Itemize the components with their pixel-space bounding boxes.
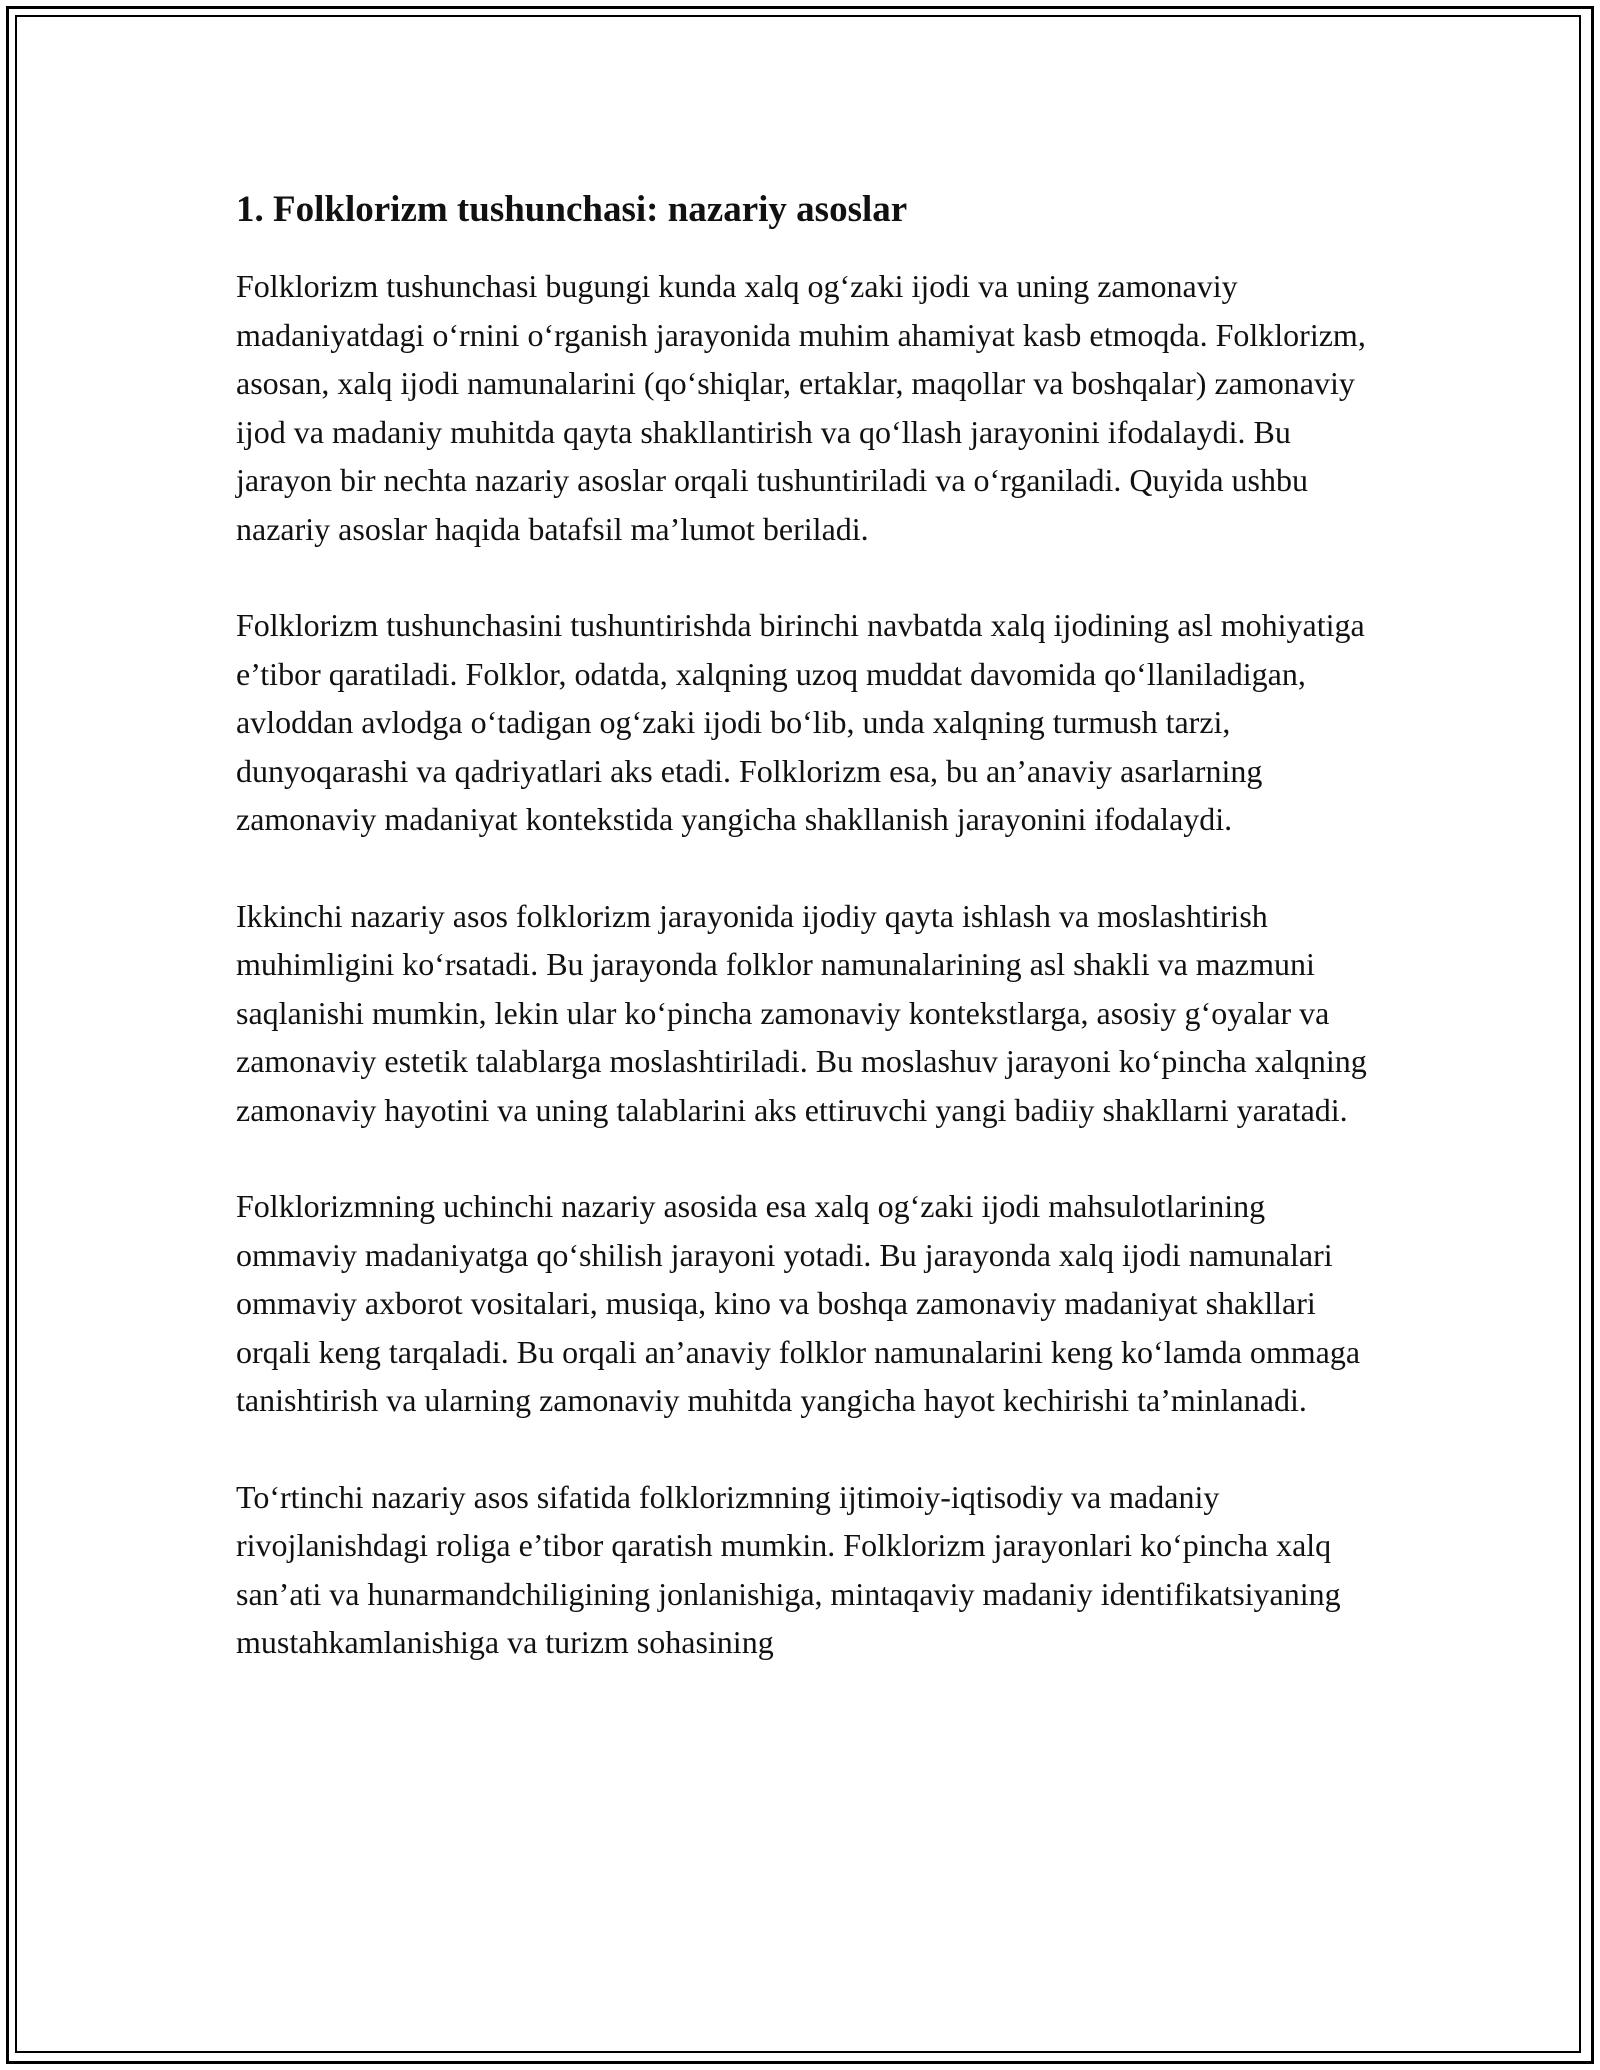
paragraph-2: Folklorizm tushunchasini tushuntirishda birinchi navbatda xalq ijodining asl mohiyatiga e’tibor qaratiladi. Folklor, odatda, xalqning uzoq muddat davomida qo‘llaniladigan, avloddan avlodga o‘tadigan og‘zaki ijodi bo‘lib, unda xalqning turmush tarzi, dunyoqarashi va qadriyatlari aks etadi. Folklorizm esa, bu an’anaviy asarlarning zamonaviy madaniyat kontekstida yangicha shakllanish jarayonini ifodalaydi.: [236, 607, 1365, 837]
section-heading: 1. Folklorizm tushunchasi: nazariy asoslar: [236, 189, 908, 230]
paragraph-5: To‘rtinchi nazariy asos sifatida folklorizmning ijtimoiy-iqtisodiy va madaniy rivojlanishdagi roliga e’tibor qaratish mumkin. Folklorizm jarayonlari ko‘pincha xalq san’ati va hunarmandchiligining jonlanishiga, mintaqaviy madaniy identifikatsiyaning mustahkamlanishiga va turizm sohasining: [236, 1478, 1341, 1660]
paragraph-1: Folklorizm tushunchasi bugungi kunda xalq og‘zaki ijodi va uning zamonaviy madaniyatdagi o‘rnini o‘rganish jarayonida muhim ahamiyat kasb etmoqda. Folklorizm, asosan, xalq ijodi namunalarini (qo‘shiqlar, ertaklar, maqollar va boshqalar) zamonaviy ijod va madaniy muhitda qayta shakllantirish va qo‘llash jarayonini ifodalaydi. Bu jarayon bir nechta nazariy asoslar orqali tushuntiriladi va o‘rganiladi. Quyida ushbu nazariy asoslar haqida batafsil ma’lumot beriladi.: [236, 268, 1366, 547]
paragraph-4: Folklorizmning uchinchi nazariy asosida esa xalq og‘zaki ijodi mahsulotlarining ommaviy madaniyatga qo‘shilish jarayoni yotadi. Bu jarayonda xalq ijodi namunalari ommaviy axborot vositalari, musiqa, kino va boshqa zamonaviy madaniyat shakllari orqali keng tarqaladi. Bu orqali an’anaviy folklor namunalarini keng ko‘lamda ommaga tanishtirish va ularning zamonaviy muhitda yangicha hayot kechirishi ta’minlanadi.: [236, 1188, 1361, 1418]
document-body: [236, 186, 1386, 1715]
paragraph-3: Ikkinchi nazariy asos folklorizm jarayonida ijodiy qayta ishlash va moslashtirish muhimligini ko‘rsatadi. Bu jarayonda folklor namunalarining asl shakli va mazmuni saqlanishi mumkin, lekin ular ko‘pincha zamonaviy kontekstlarga, asosiy g‘oyalar va zamonaviy estetik talablarga moslashtiriladi. Bu moslashuv jarayoni ko‘pincha xalqning zamonaviy hayotini va uning talablarini aks ettiruvchi yangi badiiy shakllarni yaratadi.: [236, 897, 1367, 1128]
